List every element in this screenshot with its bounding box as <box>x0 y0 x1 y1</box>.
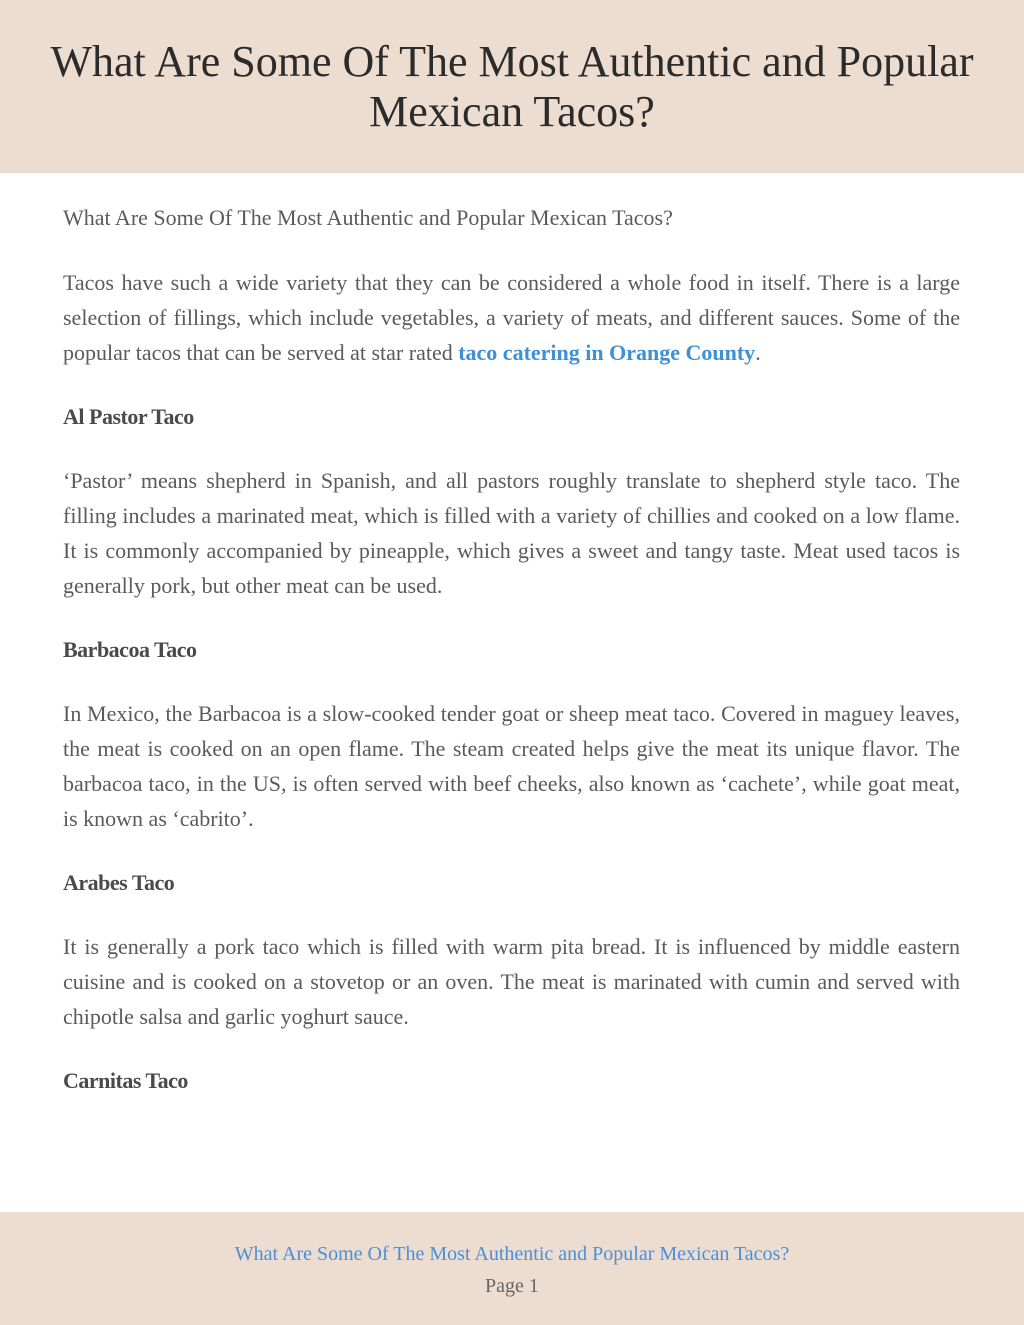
section-heading-carnitas: Carnitas Taco <box>63 1068 188 1093</box>
intro-paragraph-end: . <box>755 340 761 365</box>
section-heading-arabes: Arabes Taco <box>63 870 175 895</box>
page-footer <box>0 1212 1024 1325</box>
section-body-arabes: It is generally a pork taco which is filled with warm pita bread. It is influenced by middle eastern cuisine and is cooked on a stovetop or an oven. The meat is marinated with cumin and served with chipotle salsa and garlic yoghurt sauce. <box>63 934 960 1029</box>
section-heading-al-pastor: Al Pastor Taco <box>63 404 194 429</box>
page-number: Page 1 <box>485 1275 539 1297</box>
section-body-al-pastor: ‘Pastor’ means shepherd in Spanish, and all pastors roughly translate to shepherd style taco. The filling includes a marinated meat, which is filled with a variety of chillies and cooked on a low flame. It is commonly accompanied by pineapple, which gives a sweet and tangy taste. Meat used tacos is generally pork, but other meat can be used. <box>63 468 960 598</box>
section-heading-barbacoa: Barbacoa Taco <box>63 637 197 662</box>
intro-line: What Are Some Of The Most Authentic and Popular Mexican Tacos? <box>63 205 673 230</box>
document-body <box>63 200 960 1127</box>
footer-title-link[interactable]: What Are Some Of The Most Authentic and Popular Mexican Tacos? <box>234 1243 790 1265</box>
intro-paragraph <box>63 265 960 370</box>
section-body-barbacoa: In Mexico, the Barbacoa is a slow-cooked tender goat or sheep meat taco. Covered in maguey leaves, the meat is cooked on an open flame. The steam created helps give the meat its unique flavor. The barbacoa taco, in the US, is often served with beef cheeks, also known as ‘cachete’, while goat meat, is known as ‘cabrito’. <box>63 701 960 831</box>
intro-paragraph-text: Tacos have such a wide variety that they can be considered a whole food in itself. There is a large selection of fillings, which include vegetables, a variety of meats, and different sauces. Some of the popular tacos that can be served at star rated <box>63 270 960 365</box>
page-title: What Are Some Of The Most Authentic and Popular Mexican Tacos? <box>50 36 974 136</box>
taco-catering-link[interactable]: taco catering in Orange County <box>458 340 756 365</box>
page-header <box>0 0 1024 173</box>
